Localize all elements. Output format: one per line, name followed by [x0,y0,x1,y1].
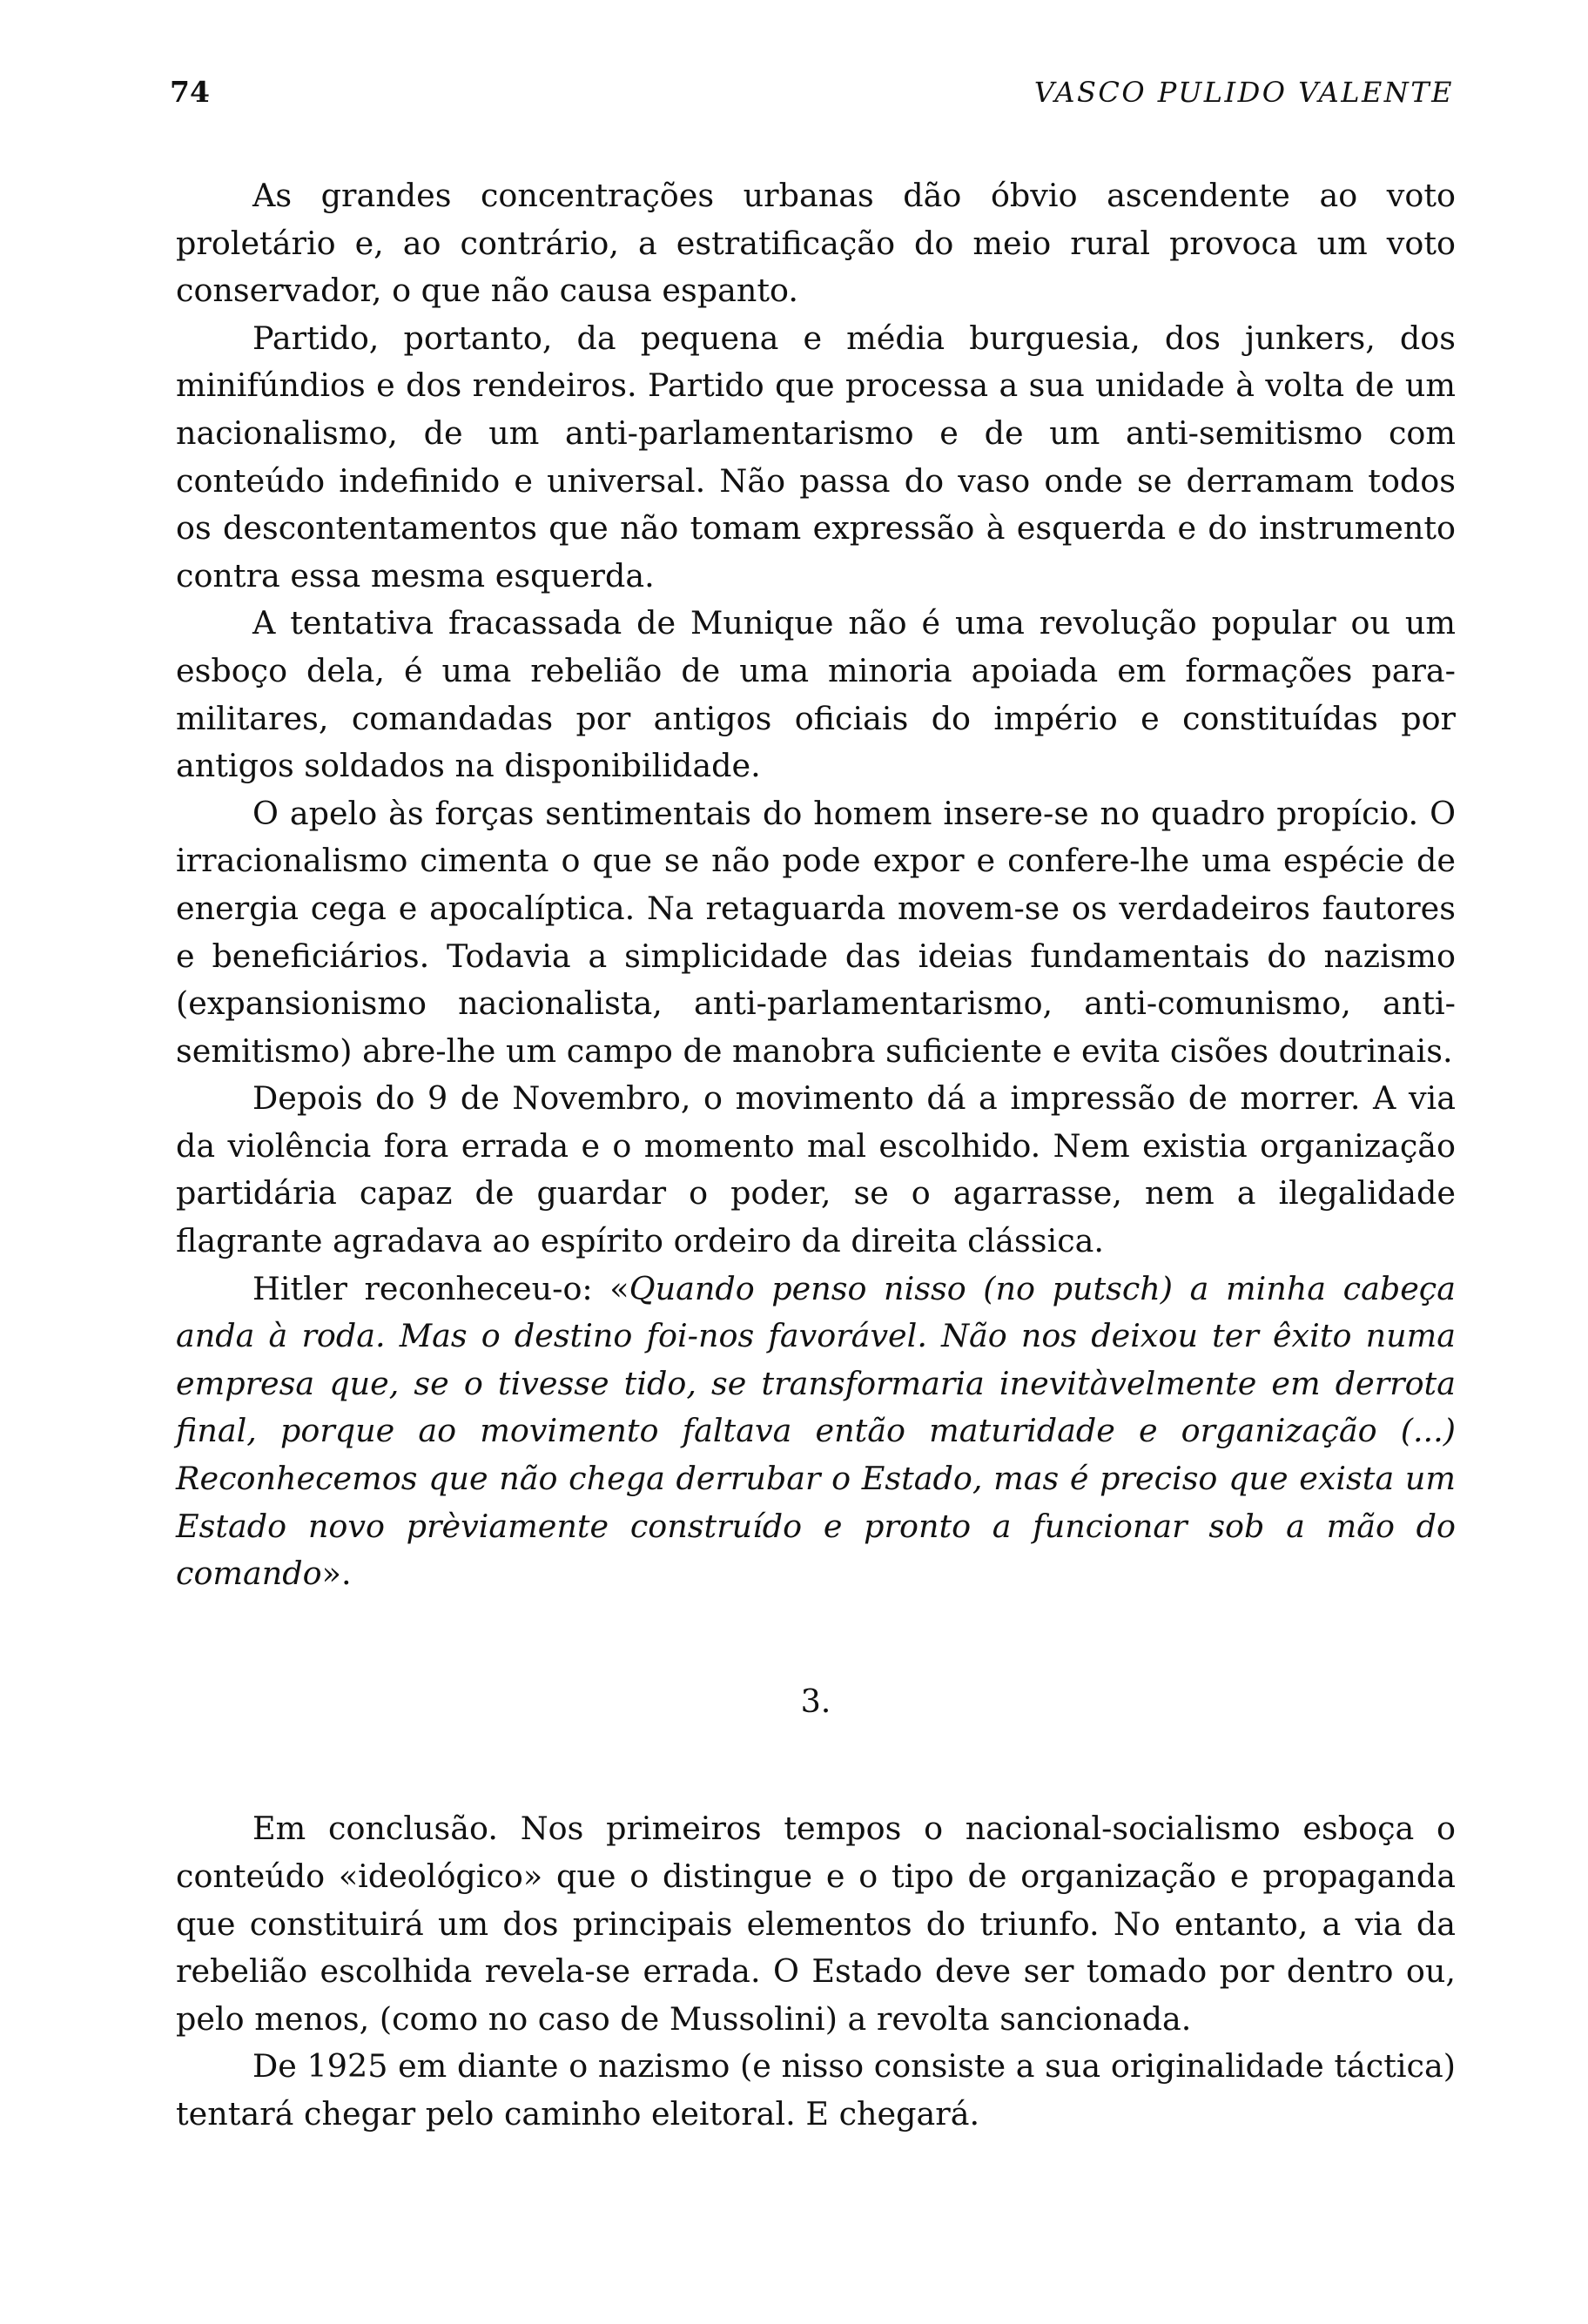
hitler-quote: Quando penso nisso (no putsch) a minha cabeça anda à roda. Mas o destino foi-nos favorável. Não nos deixou ter êxito numa empresa que, se o tivesse tido, se transformaria inevitàvelmente em derrota final, porque ao movimento faltava então maturidade e organização (...) Reconhecemos que não chega derrubar o Estado, mas é preciso que exista um Estado novo prèviamente construído e pronto a funcionar sob a mão do comando [176,1269,1457,1593]
paragraph-6: Em conclusão. Nos primeiros tempos o nacional-socialismo esboça o conteúdo «ideológico» que o distingue e o tipo de organização e propaganda que constituirá um dos principais elementos do triunfo. No entanto, a via da rebelião escolhida revela-se errada. O Estado deve ser tomado por dentro ou, pelo menos, (como no caso de Mussolini) a revolta sancionada. [176,1810,1456,2038]
paragraph-3: A tentativa fracassada de Munique não é uma revolução popular ou um esboço dela, é uma rebelião de uma minoria apoiada em formações para-militares, comandadas por antigos oficiais do império e constituídas por antigos soldados na disponibilidade. [176,604,1456,785]
paragraph-4: O apelo às forças sentimentais do homem insere-se no quadro propício. O irracionalismo cimenta o que se não pode expor e confere-lhe uma espécie de energia cega e apocalíptica. Na retaguarda movem-se os verdadeiros fautores e beneficiários. Todavia a simplicidade das ideias fundamentais do nazismo (expansionismo nacionalista, anti-parlamentarismo, anti-comunismo, anti-semitismo) abre-lhe um campo de manobra suficiente e evita cisões doutrinais. [176,794,1456,1070]
running-title: VASCO PULIDO VALENTE [1033,76,1454,109]
page-number: 74 [170,75,210,109]
quote-tail: ». [321,1555,352,1593]
paragraph-5: Depois do 9 de Novembro, o movimento dá a impressão de morrer. A via da violência fora errada e o momento mal escolhido. Nem existia organização partidária capaz de guardar o poder, se o agarrasse, nem a ilegalidade flagrante agradava ao espírito ordeiro da direita clássica. [176,1079,1456,1260]
paragraph-2: Partido, portanto, da pequena e média burguesia, dos junkers, dos minifúndios e dos rendeiros. Partido que processa a sua unidade à volta de um nacionalismo, de um anti-parlamentarismo e de um anti-semitismo com conteúdo indefinido e universal. Não passa do vaso onde se derramam todos os descontentamentos que não tomam expressão à esquerda e do instrumento contra essa mesma esquerda. [176,319,1456,594]
quote-lead: Hitler reconheceu-o: « [252,1269,629,1307]
running-head [170,73,1454,111]
paragraph-1: As grandes concentrações urbanas dão óbvio ascendente ao voto proletário e, ao contrário, a estratificação do meio rural provoca um voto conservador, o que não causa espanto. [176,177,1456,310]
paragraph-7: De 1925 em diante o nazismo (e nisso consiste a sua originalidade táctica) tentará chegar pelo caminho eleitoral. E chegará. [176,2047,1456,2133]
section-heading: 3. [800,1682,831,1720]
quote-paragraph [176,1266,1456,1598]
text-body [176,172,1456,2139]
